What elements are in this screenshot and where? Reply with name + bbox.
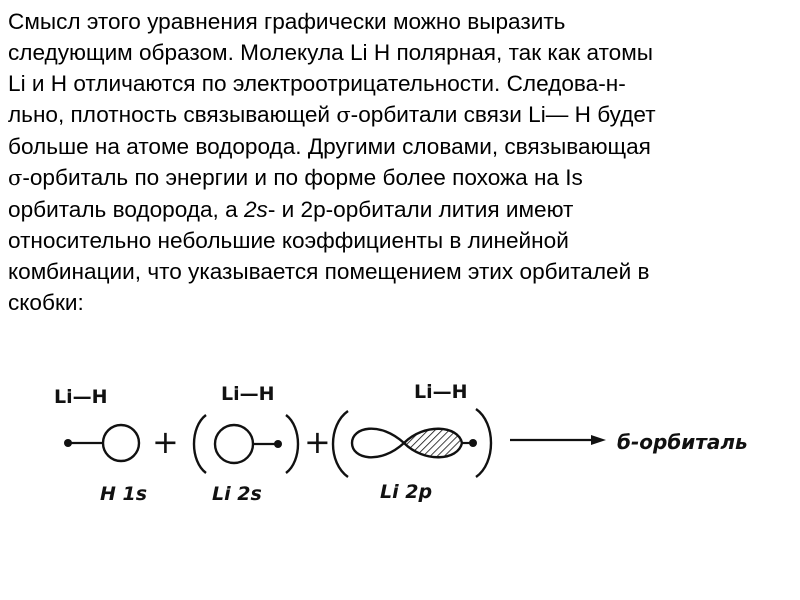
text-line-6 <box>8 162 788 194</box>
li-2p-orbital-large-lobe <box>404 429 462 458</box>
text-line-2 <box>8 37 788 68</box>
text-line-3 <box>8 68 788 99</box>
text-segment: Смысл этого уравнения графически можно выразить <box>8 9 566 34</box>
text-line-9 <box>8 256 788 287</box>
text-line-5 <box>8 131 788 162</box>
label-li-2s: Li 2s <box>212 483 262 505</box>
text-segment: льно, плотность связывающей <box>8 102 337 127</box>
text-line-7 <box>8 194 788 225</box>
text-segment: -орбиталь по энергии и по форме более похожа на Is <box>22 165 583 190</box>
h-1s-orbital <box>103 425 139 461</box>
li-2s-orbital <box>215 425 253 463</box>
h-atom-dot-3 <box>469 439 477 447</box>
label-li-2p: Li 2p <box>380 481 433 503</box>
plus-sign-1: + <box>152 423 179 461</box>
right-parenthesis-2 <box>286 415 298 473</box>
result-label: б-орбиталь <box>617 430 748 454</box>
li-atom-dot-1 <box>64 439 72 447</box>
left-parenthesis-2 <box>194 415 206 473</box>
li-2p-orbital-small-lobe <box>352 429 404 458</box>
text-segment: следующим образом. Молекула Li H полярная, так как атомы <box>8 40 654 65</box>
text-line-1 <box>8 6 788 37</box>
text-segment: - и 2p-орбитали лития имеют <box>267 197 574 222</box>
text-segment: комбинации, что указывается помещением этих орбиталей в <box>8 259 650 284</box>
text-segment: относительно небольшие коэффициенты в линейной <box>8 228 569 253</box>
bond-label-3: Li—H <box>414 381 468 403</box>
plus-sign-2: + <box>304 423 331 461</box>
sigma-symbol: σ <box>8 166 23 190</box>
bond-label-1: Li—H <box>54 386 108 408</box>
text-line-8 <box>8 225 788 256</box>
text-segment: скобки: <box>8 290 84 315</box>
text-line-10 <box>8 287 788 318</box>
label-h-1s: H 1s <box>100 483 148 505</box>
result-arrow-head <box>591 435 606 445</box>
text-segment: -орбитали связи Li— H будет <box>350 102 656 127</box>
text-line-4 <box>8 99 788 131</box>
orbital-combination-diagram <box>40 365 780 525</box>
text-segment: орбиталь водорода, а <box>8 197 244 222</box>
text-segment: больше на атоме водорода. Другими словами, связывающая <box>8 134 651 159</box>
text-segment-italic: 2s <box>243 197 268 222</box>
bond-label-2: Li—H <box>221 383 275 405</box>
left-parenthesis-3 <box>333 411 348 477</box>
text-segment: Li и H отличаются по электроотрицательности. Следова-н- <box>8 71 626 96</box>
h-atom-dot-2 <box>274 440 282 448</box>
explanation-paragraph <box>8 6 788 318</box>
right-parenthesis-3 <box>476 409 491 477</box>
sigma-symbol: σ <box>336 103 351 127</box>
